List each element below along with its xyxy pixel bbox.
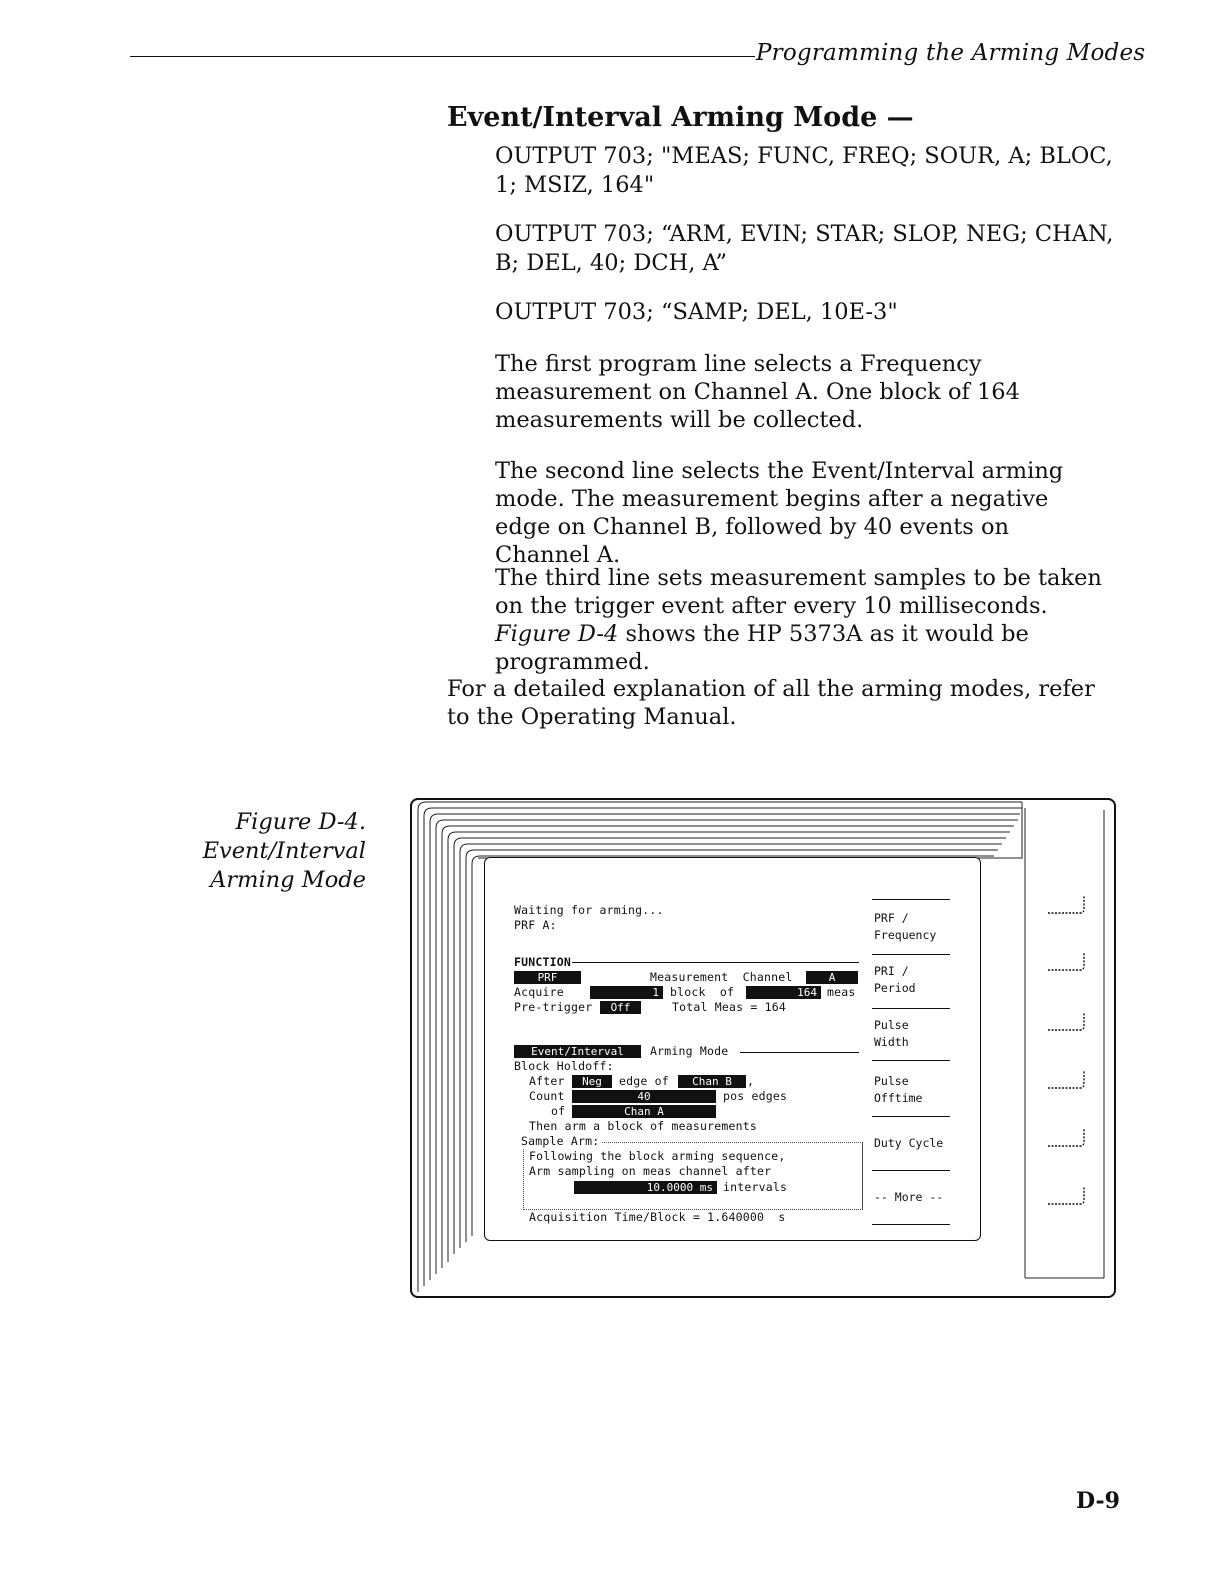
- softkey-pulse-offtime[interactable]: [874, 1073, 922, 1107]
- intervals-label: intervals: [723, 1180, 788, 1194]
- interval-field[interactable]: 10.0000 ms: [574, 1181, 717, 1194]
- softkey-5-line1: Duty Cycle: [874, 1136, 944, 1150]
- meas-channel-label: Measurement Channel: [650, 970, 793, 984]
- softkey-prf-frequency[interactable]: [874, 910, 936, 944]
- figure-caption-title: Event/Interval Arming Mode: [202, 838, 366, 893]
- header-rule: [130, 56, 755, 57]
- softkey-more[interactable]: [874, 1189, 943, 1206]
- code-line-2: OUTPUT 703; “ARM, EVIN; STAR; SLOP, NEG; CHAN, B; DEL, 40; DCH, A”: [495, 221, 1114, 276]
- softkey-button-4-icon[interactable]: [1046, 1068, 1088, 1092]
- softkey-button-2-icon[interactable]: [1046, 950, 1088, 974]
- closing-paragraph: For a detailed explanation of all the arming modes, refer to the Operating Manual.: [447, 676, 1095, 730]
- paragraph-3-text-before: The third line sets measurement samples to be taken on the trigger event after every 10 milliseconds.: [495, 565, 1102, 619]
- section-title: Event/Interval Arming Mode —: [447, 102, 914, 133]
- edge-of-label: edge of: [619, 1074, 669, 1088]
- meas-count-field[interactable]: 164: [746, 986, 821, 999]
- function-divider: [572, 962, 859, 963]
- pretrigger-label: Pre-trigger: [514, 1000, 593, 1014]
- paragraph-3: [495, 564, 1105, 676]
- arming-mode-field[interactable]: Event/Interval: [514, 1045, 641, 1058]
- following-text: Following the block arming sequence,: [529, 1149, 786, 1163]
- status-waiting: Waiting for arming...: [514, 903, 664, 917]
- arm-sampling-text: Arm sampling on meas channel after: [529, 1164, 772, 1178]
- block-holdoff-label: Block Holdoff:: [514, 1059, 614, 1073]
- softkey-3-line1: Pulse: [874, 1018, 909, 1032]
- sample-arm-label: Sample Arm:: [521, 1134, 602, 1149]
- block-of-label: block of: [670, 985, 735, 999]
- softkey-rule-2: [872, 1008, 950, 1009]
- softkey-4-line1: Pulse: [874, 1074, 909, 1088]
- paragraph-2: The second line selects the Event/Interval arming mode. The measurement begins after a negative edge on Channel B, followed by 40 events on Channel A.: [495, 458, 1064, 568]
- softkey-pulse-width[interactable]: [874, 1017, 909, 1051]
- softkey-rule-5: [872, 1170, 950, 1171]
- of-channel-field[interactable]: Chan A: [572, 1105, 716, 1118]
- acquire-label: Acquire: [514, 985, 564, 999]
- edge-channel-field[interactable]: Chan B: [678, 1075, 746, 1088]
- softkey-rule-1: [872, 954, 950, 955]
- softkey-4-line2: Offtime: [874, 1091, 923, 1105]
- figure-caption-number: Figure D-4.: [235, 809, 366, 835]
- count-label: Count: [529, 1089, 565, 1103]
- softkey-button-5-icon[interactable]: [1046, 1126, 1088, 1150]
- softkey-rule-6: [872, 1224, 950, 1225]
- figure-reference: Figure D-4: [495, 621, 619, 647]
- acquisition-time: Acquisition Time/Block = 1.640000 s: [529, 1210, 786, 1224]
- softkey-button-3-icon[interactable]: [1046, 1010, 1088, 1034]
- softkey-duty-cycle[interactable]: [874, 1135, 943, 1152]
- softkey-button-6-icon[interactable]: [1046, 1184, 1088, 1208]
- pos-edges-label: pos edges: [723, 1089, 788, 1103]
- softkey-pri-period[interactable]: [874, 963, 916, 997]
- softkey-3-line2: Width: [874, 1035, 909, 1049]
- figure-caption: [200, 808, 366, 895]
- count-field[interactable]: 40: [572, 1090, 716, 1103]
- paragraph-3-text-after: shows the HP 5373A as it would be programmed.: [495, 621, 1029, 675]
- softkey-1-line1: PRF /: [874, 911, 909, 925]
- softkey-2-line1: PRI /: [874, 964, 909, 978]
- page-number: D-9: [1076, 1488, 1120, 1514]
- softkey-rule-3: [872, 1060, 950, 1061]
- then-arm-text: Then arm a block of measurements: [529, 1119, 757, 1133]
- softkey-1-line2: Frequency: [874, 928, 937, 942]
- of-label: of: [551, 1104, 566, 1118]
- pretrigger-field[interactable]: Off: [600, 1001, 641, 1014]
- after-label: After: [529, 1074, 565, 1088]
- meas-label: meas: [827, 985, 856, 999]
- acquire-field[interactable]: 1: [590, 986, 663, 999]
- function-heading: FUNCTION: [514, 955, 571, 969]
- arming-mode-divider: [740, 1052, 859, 1053]
- softkey-2-line2: Period: [874, 981, 916, 995]
- function-field[interactable]: PRF: [514, 971, 581, 984]
- code-line-3: OUTPUT 703; “SAMP; DEL, 10E-3": [495, 299, 898, 325]
- code-line-1: OUTPUT 703; "MEAS; FUNC, FREQ; SOUR, A; BLOC, 1; MSIZ, 164": [495, 143, 1113, 198]
- arming-mode-label: Arming Mode: [650, 1044, 729, 1058]
- softkey-button-1-icon[interactable]: [1046, 893, 1088, 917]
- running-head: Programming the Arming Modes: [756, 40, 1146, 66]
- softkey-rule-4: [872, 1116, 950, 1117]
- status-prf: PRF A:: [514, 918, 557, 932]
- edge-comma: ,: [747, 1074, 755, 1088]
- meas-channel-field[interactable]: A: [806, 971, 858, 984]
- softkey-rule-top: [872, 899, 950, 900]
- total-meas: Total Meas = 164: [672, 1000, 786, 1014]
- softkey-6-line1: -- More --: [874, 1190, 944, 1204]
- after-edge-field[interactable]: Neg: [572, 1075, 612, 1088]
- paragraph-1: The first program line selects a Frequency measurement on Channel A. One block of 164 measurements will be collected.: [495, 351, 1020, 433]
